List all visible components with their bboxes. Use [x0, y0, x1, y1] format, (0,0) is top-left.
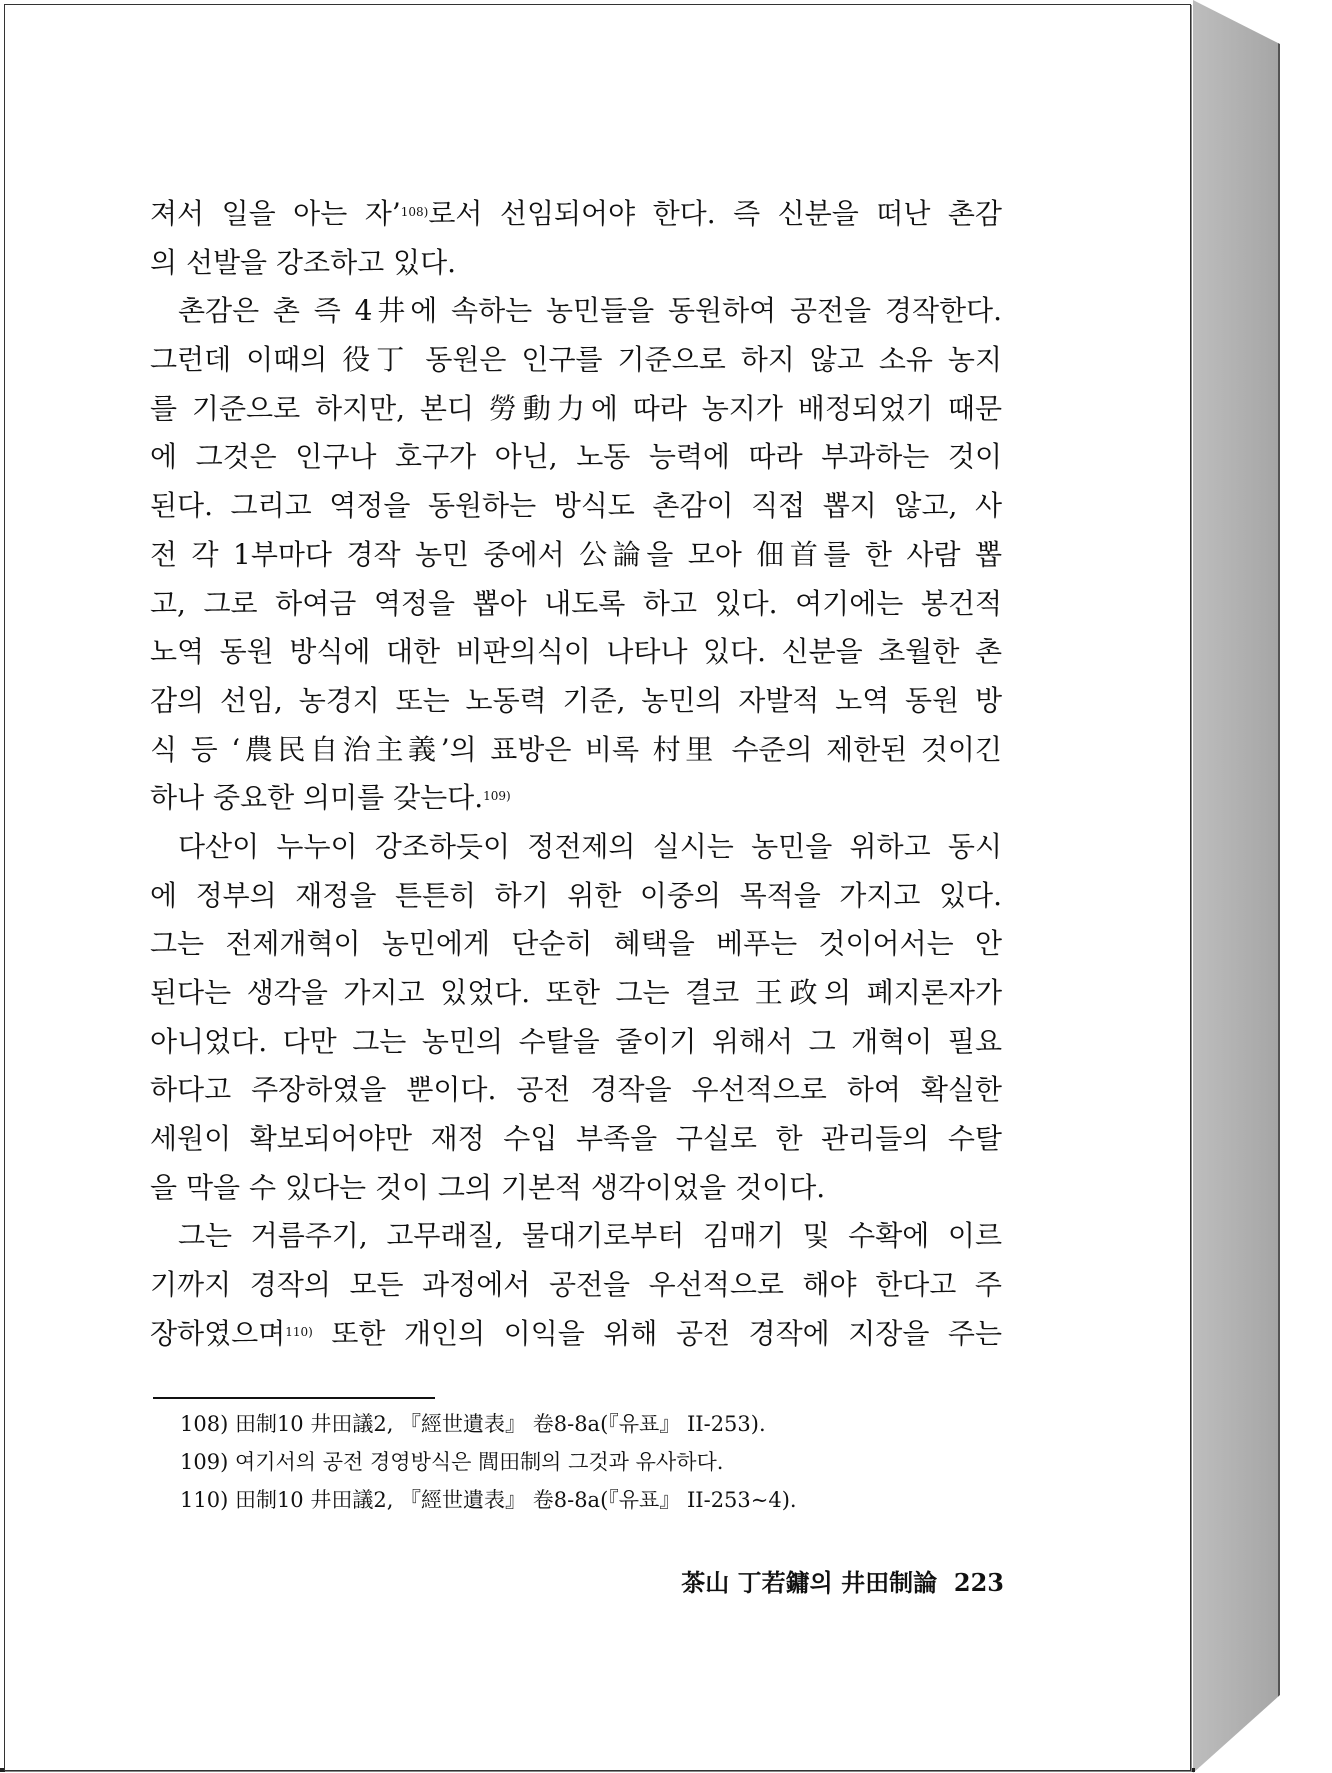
text-line: 를 기준으로 하지만, 본디 勞動力에 따라 농지가 배정되었기 때문 [150, 391, 1002, 425]
text-line: 된다는 생각을 가지고 있었다. 또한 그는 결코 王政의 폐지론자가 [150, 976, 1002, 1009]
text-line: 져서 일을 아는 자’$^{108)}$로서 선임되어야 한다. 즉 신분을 떠난 촌감 [150, 197, 1002, 230]
text-line: 고, 그로 하여금 역정을 뽑아 내도록 하고 있다. 여기에는 봉건적 [150, 586, 1002, 620]
text-line: 촌감은 촌 즉 4井에 속하는 농민들을 동원하여 공전을 경작한다. [178, 294, 1002, 328]
running-title: 茶山 丁若鏞의 井田制論 [681, 1568, 938, 1597]
running-footer [674, 1563, 1004, 1598]
text-line: 식 등 ‘農民自治主義’의 표방은 비록 村里 수준의 제한된 것이긴 [150, 732, 1002, 766]
text-line: 에 정부의 재정을 튼튼히 하기 위한 이중의 목적을 가지고 있다. [150, 878, 1002, 912]
footnote-marker: 110) [285, 1324, 313, 1339]
footnote-marker: 109) [483, 789, 511, 804]
book-side-edge [1193, 0, 1280, 1773]
text-line: 아니었다. 다만 그는 농민의 수탈을 줄이기 위해서 그 개혁이 필요 [150, 1024, 1002, 1058]
text-line: 기까지 경작의 모든 과정에서 공전을 우선적으로 해야 한다고 주 [150, 1268, 1002, 1302]
text-line: 의 선발을 강조하고 있다. [150, 245, 457, 279]
footnote-marker: 108) [400, 205, 429, 219]
footnotes [180, 1405, 1000, 1519]
text-line: 장하였으며$^{110)}$ 또한 개인의 이익을 위해 공전 경작에 지장을 주는 [150, 1316, 1002, 1350]
page-number: 223 [953, 1568, 1004, 1597]
footnote-108: 108) 田制10 井田議2, 『經世遺表』 卷8-8a(『유표』 II-253). [180, 1412, 766, 1436]
text-line: 하다고 주장하였을 뿐이다. 공전 경작을 우선적으로 하여 확실한 [150, 1073, 1002, 1107]
footnote-110: 110) 田制10 井田議2, 『經世遺表』 卷8-8a(『유표』 II-253∼4). [180, 1488, 797, 1512]
text-line: 된다. 그리고 역정을 동원하는 방식도 촌감이 직접 뽑지 않고, 사 [150, 489, 1002, 523]
text-line: 그는 전제개혁이 농민에게 단순히 혜택을 베푸는 것이어서는 안 [150, 927, 1002, 961]
text-line: 전 각 1부마다 경작 농민 중에서 公論을 모아 佃首를 한 사람 뽑 [150, 537, 1002, 571]
text-line: 노역 동원 방식에 대한 비판의식이 나타나 있다. 신분을 초월한 촌 [150, 635, 1002, 669]
body-text [150, 190, 1002, 1359]
text-line: 다산이 누누이 강조하듯이 정전제의 실시는 농민을 위하고 동시 [178, 829, 1002, 863]
text-line: 을 막을 수 있다는 것이 그의 기본적 생각이었을 것이다. [150, 1170, 826, 1204]
text-line: 하나 중요한 의미를 갖는다.$^{109)}$ [150, 781, 511, 815]
footnote-109: 109) 여기서의 공전 경영방식은 閭田制의 그것과 유사하다. [180, 1450, 724, 1474]
text-line: 감의 선임, 농경지 또는 노동력 기준, 농민의 자발적 노역 동원 방 [150, 683, 1002, 717]
text-line: 세원이 확보되어야만 재정 수입 부족을 구실로 한 관리들의 수탈 [150, 1122, 1002, 1156]
footnote-separator [153, 1397, 435, 1399]
text-line: 그는 거름주기, 고무래질, 물대기로부터 김매기 및 수확에 이르 [178, 1219, 1002, 1253]
text-line: 에 그것은 인구나 호구가 아닌, 노동 능력에 따라 부과하는 것이 [150, 440, 1002, 474]
text-line: 그런데 이때의 役丁 동원은 인구를 기준으로 하지 않고 소유 농지 [150, 343, 1002, 377]
